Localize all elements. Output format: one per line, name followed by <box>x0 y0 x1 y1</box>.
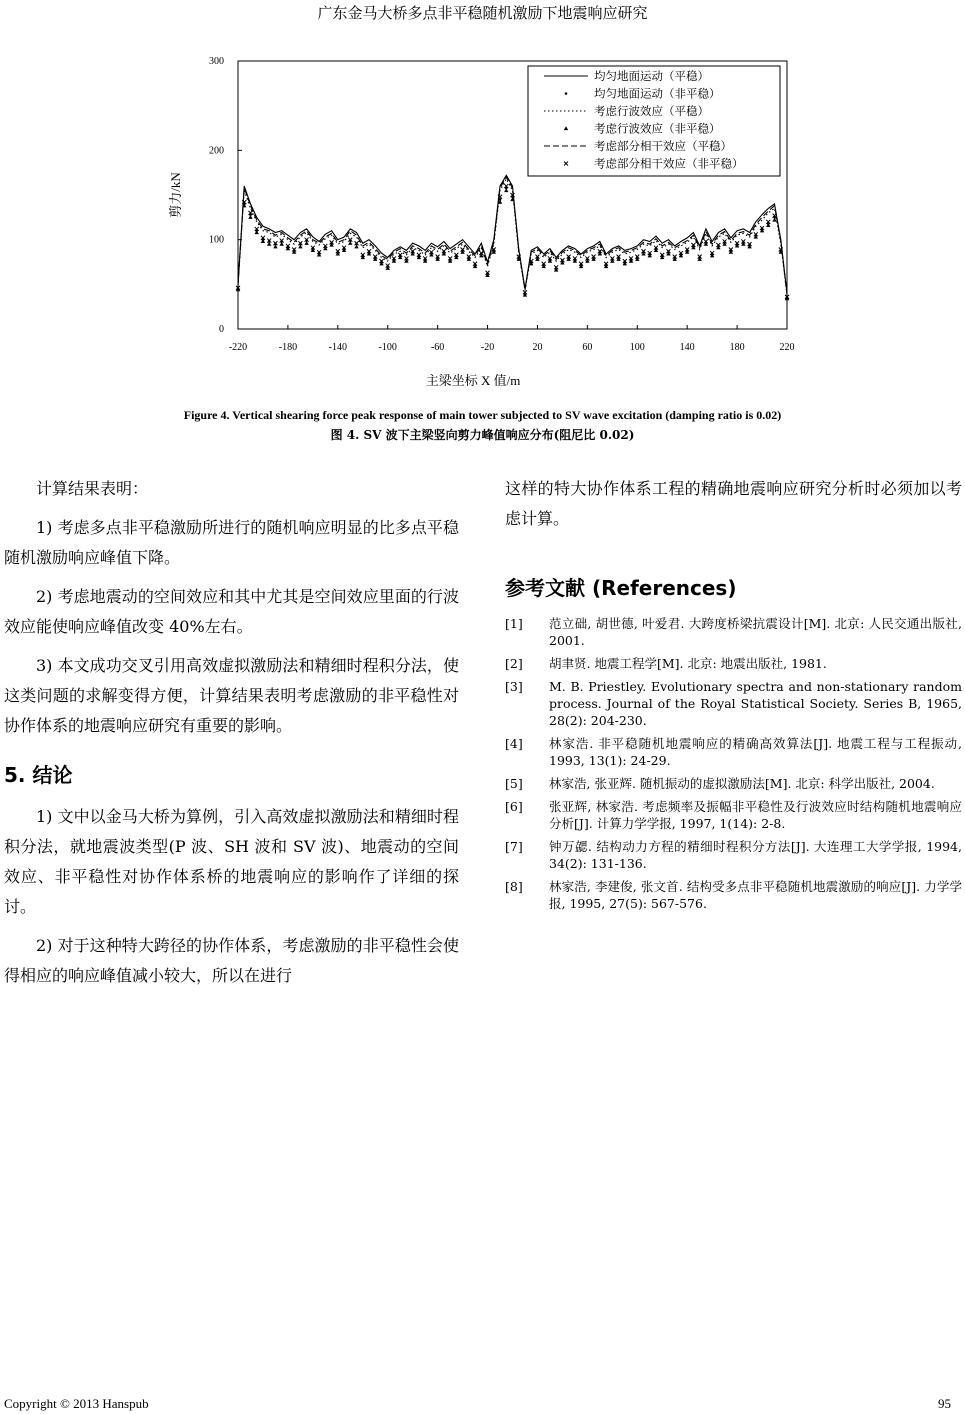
x-tick-label: -60 <box>430 342 445 353</box>
reference-list <box>505 615 962 912</box>
reference-text: 胡聿贤. 地震工程学[M]. 北京: 地震出版社, 1981. <box>549 656 827 671</box>
paragraph: 1) 文中以金马大桥为算例，引入高效虚拟激励法和精细时程积分法，就地震波类型(P 波、SH 波和 SV 波)、地震动的空间效应、非平稳性对协作体系桥的地震响应的影响作了详细的探讨。 <box>4 807 459 916</box>
x-tick-label: 100 <box>629 342 645 353</box>
chart-legend <box>528 66 780 176</box>
reference-item <box>505 838 962 872</box>
x-tick-label: 20 <box>532 342 543 353</box>
legend-label: 考虑部分相干效应（平稳） <box>594 141 732 153</box>
reference-text: 林家浩. 非平稳随机地震响应的精确高效算法[J]. 地震工程与工程振动, 1993, 13(1): 24-29. <box>549 736 962 768</box>
reference-text: 林家浩, 李建俊, 张文首. 结构受多点非平稳随机地震激励的响应[J]. 力学学报, 1995, 27(5): 567-576. <box>549 879 962 911</box>
paragraph: 1) 考虑多点非平稳激励所进行的随机响应明显的比多点平稳随机激励响应峰值下降。 <box>4 518 459 567</box>
reference-text: 林家浩, 张亚辉. 随机振动的虚拟激励法[M]. 北京: 科学出版社, 2004. <box>549 776 935 791</box>
data-point <box>248 215 252 219</box>
data-point <box>565 92 568 95</box>
x-tick-label: 60 <box>582 342 593 353</box>
y-tick-label: 300 <box>209 56 224 67</box>
reference-number: [1] <box>505 616 523 631</box>
paragraph: 2) 对于这种特大跨径的协作体系，考虑激励的非平稳性会使得相应的响应峰值减小较大，所以在进行 <box>4 936 459 985</box>
paragraph: 计算结果表明： <box>36 479 149 498</box>
y-tick-label: 100 <box>209 234 224 246</box>
legend-label: 均匀地面运动（平稳） <box>594 71 709 83</box>
reference-item <box>505 798 962 832</box>
x-tick-label: -140 <box>328 342 347 353</box>
reference-item <box>505 775 962 792</box>
reference-number: [3] <box>505 679 523 694</box>
right-column <box>505 474 962 918</box>
reference-item <box>505 655 962 672</box>
x-tick-label: -100 <box>378 342 397 353</box>
reference-text: 钟万勰. 结构动力方程的精细时程积分方法[J]. 大连理工大学学报, 1994, 34(2): 131-136. <box>549 839 962 871</box>
figure-4-chart <box>0 0 965 400</box>
reference-number: [4] <box>505 736 523 751</box>
reference-number: [8] <box>505 879 523 894</box>
reference-number: [5] <box>505 776 523 791</box>
series-4 <box>236 188 789 300</box>
y-tick-label: 200 <box>209 145 224 157</box>
reference-text: 范立础, 胡世德, 叶爱君. 大跨度桥梁抗震设计[M]. 北京: 人民交通出版社, 2001. <box>549 616 962 648</box>
reference-item <box>505 878 962 912</box>
reference-number: [7] <box>505 839 523 854</box>
reference-item <box>505 615 962 649</box>
legend-label: 考虑行波效应（非平稳） <box>594 123 721 136</box>
paragraph: 这样的特大协作体系工程的精确地震响应研究分析时必须加以考虑计算。 <box>505 479 962 528</box>
reference-number: [6] <box>505 799 523 814</box>
running-header: 广东金马大桥多点非平稳随机激励下地震响应研究 <box>317 4 648 22</box>
reference-item <box>505 678 962 729</box>
x-tick-label: 180 <box>729 342 745 353</box>
x-tick-label: -180 <box>278 342 298 353</box>
reference-number: [2] <box>505 656 523 671</box>
left-column <box>4 474 459 1000</box>
page-number: 95 <box>938 1396 951 1411</box>
references-heading: 参考文献 (References) <box>505 576 737 600</box>
x-tick-label: -220 <box>228 342 248 353</box>
legend-label: 均匀地面运动（非平稳） <box>594 88 721 101</box>
reference-item <box>505 735 962 769</box>
x-tick-label: 220 <box>779 342 795 353</box>
figure-caption-zh: 图 4. SV 波下主梁竖向剪力峰值响应分布(阻尼比 0.02) <box>330 428 635 442</box>
paragraph: 3) 本文成功交叉引用高效虚拟激励法和精细时程积分法，使这类问题的求解变得方便，计算结果表明考虑激励的非平稳性对协作体系的地震响应研究有重要的影响。 <box>4 656 459 735</box>
x-tick-label: 140 <box>679 342 695 353</box>
footer-copyright: Copyright © 2013 Hanspub <box>4 1396 149 1411</box>
section-heading-conclusion: 5. 结论 <box>4 763 73 787</box>
reference-text: M. B. Priestley. Evolutionary spectra and non-stationary random process. Journal of the Royal Statistical Society. Series B, 1965, 28(2): 204-230. <box>549 679 962 728</box>
reference-text: 张亚辉, 林家浩. 考虑频率及振幅非平稳性及行波效应时结构随机地震响应分析[J]. 计算力学学报, 1997, 1(14): 2-8. <box>549 799 962 831</box>
data-point <box>504 188 508 192</box>
x-tick-label: -20 <box>480 342 495 353</box>
legend-label: 考虑部分相干效应（非平稳） <box>594 158 744 171</box>
y-axis-label: 剪力/kN <box>168 172 183 218</box>
y-tick-label: 0 <box>219 324 224 335</box>
figure-caption-en: Figure 4. Vertical shearing force peak response of main tower subjected to SV wave excitation (damping ratio is 0.02) <box>183 408 782 422</box>
paragraph: 2) 考虑地震动的空间效应和其中尤其是空间效应里面的行波效应能使响应峰值改变 40%左右。 <box>4 587 459 636</box>
x-axis-label: 主梁坐标 X 值/m <box>425 373 521 388</box>
legend-label: 考虑行波效应（平稳） <box>594 106 709 118</box>
